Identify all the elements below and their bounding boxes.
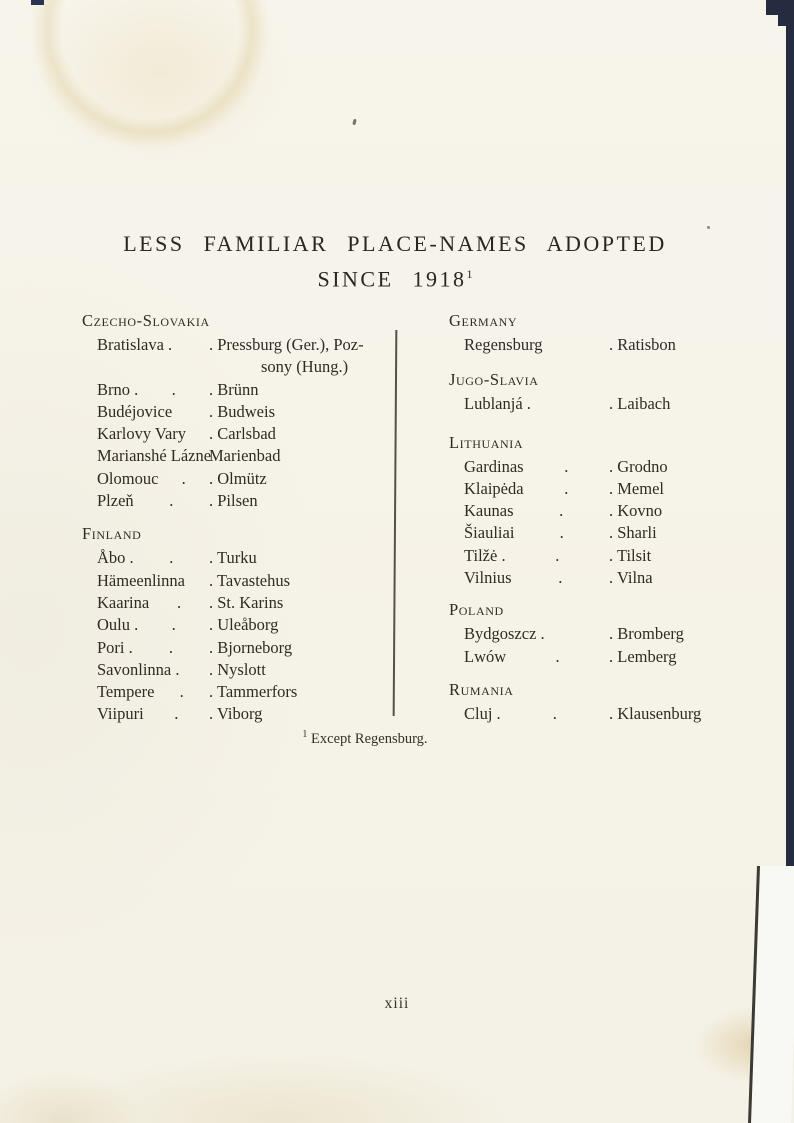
book-cover-corner: [778, 0, 794, 26]
place-equivalent: . Turku: [209, 548, 257, 568]
section-rows: [449, 391, 779, 415]
dot-leader: .: [564, 456, 569, 476]
dot-leader: [172, 401, 209, 423]
dot-leader: [543, 334, 609, 356]
place-equivalent: . Grodno: [609, 456, 668, 476]
place-name: Lwów: [464, 646, 507, 666]
place-row: [464, 522, 779, 544]
dot-leader: [545, 623, 609, 645]
equivalent-cell: [209, 468, 394, 490]
dot-leader: .: [169, 491, 174, 511]
name-cell: [97, 703, 209, 725]
equivalent-cell: [209, 592, 394, 614]
dot-leader: .: [559, 523, 564, 543]
place-row: [97, 547, 394, 569]
name-cell: [97, 423, 209, 445]
place-name: Olomouc: [97, 468, 159, 488]
place-row: [97, 490, 394, 512]
footnote-text: Except Regensburg.: [307, 730, 428, 747]
place-equivalent: . Kovno: [609, 501, 663, 521]
place-equivalent: . Nyslott: [209, 659, 266, 679]
place-row: [97, 379, 394, 401]
place-row: [97, 659, 394, 681]
place-name: Savonlinna .: [97, 659, 180, 679]
place-name: Kaunas: [464, 501, 514, 521]
equivalent-cell: [209, 490, 394, 512]
dot-leader: .: [552, 703, 557, 723]
equivalent-cell: [609, 545, 779, 567]
place-equivalent: . Tammerfors: [209, 682, 298, 702]
place-row: [464, 456, 779, 478]
place-row: [97, 592, 394, 614]
place-row: [97, 334, 394, 379]
section-czecho-slovakia: [82, 310, 394, 512]
cover-mark-top-left: [31, 0, 44, 5]
name-cell: [97, 570, 209, 592]
dot-leader: .: [555, 545, 560, 565]
dot-leader: .: [171, 615, 176, 635]
place-equivalent: . Tavastehus: [209, 570, 291, 590]
place-row: [97, 637, 394, 659]
name-cell: [464, 393, 609, 415]
dot-leader: .: [564, 478, 569, 498]
equivalent-cell: [209, 659, 394, 681]
place-row: [464, 623, 779, 645]
equivalent-cell: [609, 567, 779, 589]
place-equivalent: . Lemberg: [609, 646, 677, 666]
name-cell: [464, 545, 609, 567]
dot-leader: .: [174, 704, 179, 724]
equivalent-cell: [209, 703, 394, 725]
equivalent-cell: [609, 646, 779, 668]
name-cell: [97, 379, 209, 401]
place-equivalent-continuation: sony (Hung.): [261, 357, 349, 377]
place-equivalent: . Bromberg: [609, 624, 684, 644]
place-row: [97, 614, 394, 636]
place-equivalent: . Brünn: [209, 379, 259, 399]
place-name: Šiauliai: [464, 523, 515, 543]
section-rows: [449, 332, 779, 356]
place-equivalent: . Laibach: [609, 394, 671, 414]
place-row: [464, 545, 779, 567]
place-equivalent: . Budweis: [209, 401, 275, 421]
section-header: Czecho-Slovakia: [82, 311, 210, 330]
equivalent-cell: [209, 681, 394, 703]
dot-leader: .: [179, 682, 184, 702]
dot-leader: [186, 423, 209, 445]
name-cell: [97, 592, 209, 614]
place-name: Viipuri: [97, 704, 144, 724]
equivalent-cell: [209, 445, 394, 467]
name-cell: [464, 500, 609, 522]
name-cell: [464, 646, 609, 668]
section-rows: [82, 545, 394, 725]
dot-leader: .: [169, 548, 174, 568]
place-row: [97, 401, 394, 423]
place-name: Lublanjá .: [464, 394, 531, 414]
equivalent-cell: [209, 637, 394, 659]
section-rumania: [449, 679, 779, 725]
name-cell: [464, 456, 609, 478]
place-name: Tempere: [97, 682, 155, 702]
name-cell: [464, 478, 609, 500]
place-row: [97, 570, 394, 592]
equivalent-cell: [209, 379, 394, 401]
dot-leader: [180, 659, 210, 681]
place-row: [97, 423, 394, 445]
footnote: [0, 729, 730, 748]
place-equivalent: . Pilsen: [209, 491, 258, 511]
place-equivalent: . Viborg: [209, 704, 263, 724]
title-footnote-marker: 1: [466, 267, 473, 281]
name-cell: [464, 522, 609, 544]
name-cell: [97, 637, 209, 659]
place-equivalent: . Uleåborg: [209, 615, 279, 635]
dot-leader: [531, 393, 609, 415]
dot-leader: .: [168, 637, 173, 657]
equivalent-cell: [609, 500, 779, 522]
section-rows: [449, 701, 779, 725]
name-cell: [97, 659, 209, 681]
place-name: Hämeenlinna: [97, 570, 185, 590]
place-equivalent: . Ratisbon: [609, 335, 676, 354]
place-row: [464, 393, 779, 415]
equivalent-cell: [209, 423, 394, 445]
section-lithuania: [449, 432, 779, 590]
place-equivalent: . Bjorneborg: [209, 637, 293, 657]
place-equivalent: . Pressburg (Ger.), Poz-: [209, 335, 364, 354]
place-equivalent: Marienbad: [209, 446, 281, 466]
place-name: Tilžė .: [464, 545, 506, 565]
place-name: Cluj .: [464, 703, 501, 723]
equivalent-cell: [609, 522, 779, 544]
name-cell: [464, 567, 609, 589]
place-name: Klaipėda: [464, 478, 524, 498]
place-name: Plzeň: [97, 491, 134, 511]
equivalent-cell: [609, 703, 779, 725]
name-cell: [464, 623, 609, 645]
name-cell: [97, 614, 209, 636]
place-row: [97, 703, 394, 725]
name-cell: [97, 490, 209, 512]
name-cell: [97, 334, 209, 379]
place-row: [97, 445, 394, 467]
dot-leader: [185, 570, 209, 592]
place-name: Gardinas: [464, 456, 524, 476]
place-name: Bratislava .: [97, 335, 173, 354]
place-row: [464, 646, 779, 668]
equivalent-cell: [609, 393, 779, 415]
place-equivalent: . Carlsbad: [209, 424, 276, 444]
section-poland: [449, 599, 779, 668]
page-title-line2: [0, 259, 790, 294]
ink-speck: [352, 119, 356, 126]
footnote-marker: 1: [302, 729, 308, 740]
section-header: Poland: [449, 600, 504, 620]
place-equivalent: . Klausenburg: [609, 703, 702, 723]
place-name: Brno .: [97, 379, 139, 399]
place-equivalent: . Tilsit: [609, 545, 652, 565]
place-equivalent: . Vilna: [609, 568, 653, 588]
place-row: [464, 567, 779, 589]
section-header: Finland: [82, 524, 142, 544]
name-cell: [97, 401, 209, 423]
page-number: xiii: [384, 995, 410, 1012]
section-header: Jugo-Slavia: [449, 370, 539, 390]
dot-leader: .: [555, 646, 560, 666]
section-germany: [449, 310, 779, 356]
place-name: Åbo .: [97, 548, 134, 568]
equivalent-cell: [609, 334, 779, 356]
place-row: [97, 468, 394, 490]
section-rows: [449, 454, 779, 590]
section-jugo-slavia: [449, 369, 779, 415]
dot-leader: .: [171, 379, 176, 399]
page-title: [0, 228, 790, 294]
dot-leader: .: [559, 501, 564, 521]
dot-leader: .: [181, 468, 186, 488]
place-name: Budéjovice: [97, 401, 173, 421]
place-equivalent: . Memel: [609, 478, 664, 498]
equivalent-cell: [209, 547, 394, 569]
right-column: [449, 310, 779, 725]
equivalent-cell: [609, 623, 779, 645]
book-cover-edge: [786, 0, 794, 868]
dot-leader: [172, 334, 209, 379]
page-title-line1: LESS FAMILIAR PLACE-NAMES ADOPTED: [123, 231, 667, 256]
equivalent-cell: [209, 614, 394, 636]
equivalent-cell: [609, 456, 779, 478]
place-equivalent: . Sharli: [609, 523, 657, 543]
name-cell: [97, 445, 212, 467]
place-equivalent: . St. Karins: [209, 592, 284, 612]
place-row: [464, 478, 779, 500]
section-rows: [449, 621, 779, 668]
section-header: Germany: [449, 311, 518, 330]
place-row: [464, 703, 779, 725]
equivalent-cell: [209, 401, 394, 423]
dot-leader: .: [558, 568, 563, 588]
name-cell: [464, 334, 609, 356]
place-row: [464, 334, 779, 356]
name-cell: [97, 468, 209, 490]
name-cell: [464, 703, 609, 725]
place-row: [97, 681, 394, 703]
place-name: Pori .: [97, 637, 133, 657]
place-equivalent: . Olmütz: [209, 468, 267, 488]
place-name: Karlovy Vary: [97, 424, 187, 444]
section-header: Rumania: [449, 679, 514, 699]
name-cell: [97, 681, 209, 703]
place-row: [464, 500, 779, 522]
section-finland: [82, 523, 394, 725]
place-name: Regensburg: [464, 335, 543, 354]
section-rows: [82, 332, 394, 512]
place-name: Oulu .: [97, 615, 139, 635]
equivalent-cell: [209, 570, 394, 592]
section-header: Lithuania: [449, 432, 524, 452]
name-cell: [97, 547, 209, 569]
place-name: Marianshé Lázne: [97, 446, 212, 466]
equivalent-cell: [209, 334, 394, 379]
equivalent-cell: [609, 478, 779, 500]
dot-leader: .: [177, 592, 182, 612]
place-name: Vilnius: [464, 568, 512, 588]
place-name: Kaarina: [97, 592, 150, 612]
place-name: Bydgoszcz .: [464, 624, 545, 644]
page-title-line2-text: SINCE 1918: [317, 266, 467, 292]
left-column: [82, 310, 394, 726]
